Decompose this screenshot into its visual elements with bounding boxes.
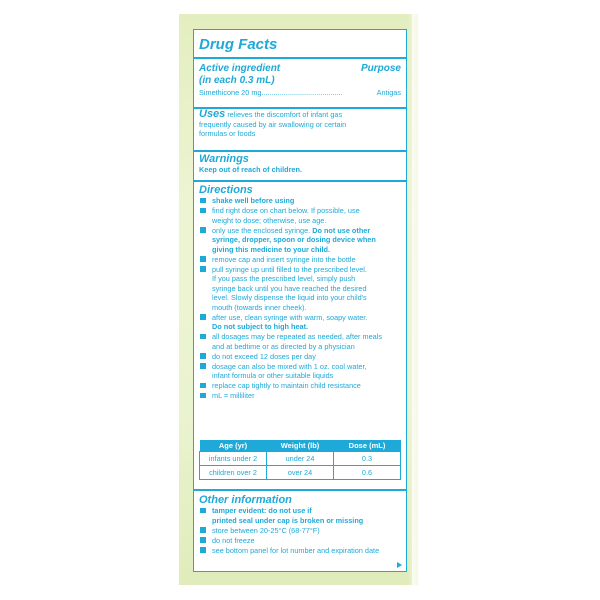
item-line: mouth (towards inner cheek).	[212, 302, 307, 312]
item-bold-line: printed seal under cap is broken or missing	[212, 515, 364, 525]
item-line: level. Slowly dispense the liquid into your child's	[212, 293, 367, 302]
table-cell: children over 2	[200, 466, 267, 480]
bullet-square-icon	[200, 227, 206, 233]
column-header: Weight (lb)	[267, 440, 334, 452]
uses-text-line1: relieves the discomfort of infant gas	[227, 110, 343, 119]
divider	[194, 107, 406, 109]
ingredient-name: Simethicone 20 mg	[199, 88, 262, 97]
page-title: Drug Facts	[199, 36, 278, 53]
directions-section	[194, 184, 406, 401]
item-line: infant formula or other suitable liquids	[212, 371, 334, 380]
bullet-square-icon	[200, 353, 206, 359]
list-item	[199, 546, 401, 556]
item-line: after use, clean syringe with warm, soapy water.	[212, 312, 368, 322]
directions-list	[199, 196, 401, 401]
drug-facts-panel	[193, 29, 407, 572]
table-cell: 0.6	[334, 466, 401, 480]
item-bold-line: Do not subject to high heat.	[212, 322, 309, 331]
continue-arrow-icon	[397, 562, 402, 568]
warnings-heading: Warnings	[199, 153, 249, 165]
item-line: see bottom panel for lot number and expiration date	[212, 545, 380, 555]
other-information-heading: Other information	[199, 494, 292, 506]
bullet-square-icon	[200, 383, 206, 389]
bullet-square-icon	[200, 334, 206, 340]
item-line: all dosages may be repeated as needed, after meals	[212, 332, 382, 341]
table-cell: 0.3	[334, 452, 401, 466]
other-information-list	[199, 506, 401, 555]
warnings-text: Keep out of reach of children.	[199, 165, 302, 174]
uses-section	[194, 110, 406, 139]
bullet-square-icon	[200, 393, 206, 399]
item-line: syringe back until you have reached the desired	[212, 283, 367, 293]
bullet-square-icon	[200, 314, 206, 320]
list-item	[199, 313, 401, 332]
table-header-row	[200, 440, 401, 452]
bullet-square-icon	[200, 537, 206, 543]
uses-text-line2: frequently caused by air swallowing or certain	[199, 119, 347, 129]
list-item	[199, 506, 401, 525]
item-line: mL = milliliter	[212, 391, 255, 400]
active-ingredient-section	[194, 63, 406, 98]
item-line: find right dose on chart below. If possible, use	[212, 206, 360, 215]
list-item	[199, 196, 401, 206]
bullet-square-icon	[200, 266, 206, 272]
list-item	[199, 536, 401, 546]
item-bold-line: giving this medicine to your child.	[212, 244, 330, 254]
directions-heading: Directions	[199, 184, 253, 196]
bullet-square-icon	[200, 256, 206, 262]
leader-dots: ........................................	[261, 88, 343, 97]
uses-heading: Uses	[199, 108, 226, 120]
column-header: Age (yr)	[200, 440, 267, 452]
drug-facts-title-section	[194, 36, 406, 53]
item-bold-text: Do not use other	[312, 225, 371, 235]
item-line: do not freeze	[212, 535, 255, 545]
divider	[194, 489, 406, 491]
bullet-square-icon	[200, 198, 206, 204]
table-row	[200, 466, 401, 480]
bullet-square-icon	[200, 547, 206, 553]
list-item	[199, 206, 401, 225]
item-line: only use the enclosed syringe.	[212, 225, 311, 235]
item-line: store between 20-25°C (68-77°F)	[212, 525, 320, 535]
list-item	[199, 391, 401, 401]
list-item	[199, 255, 401, 265]
table-cell: under 24	[267, 452, 334, 466]
list-item	[199, 352, 401, 362]
other-information-section	[194, 494, 406, 556]
item-line: remove cap and insert syringe into the bottle	[212, 254, 356, 264]
list-item	[199, 226, 401, 255]
column-header: Dose (mL)	[334, 440, 401, 452]
ingredient-row	[199, 88, 401, 98]
table-cell: infants under 2	[200, 452, 267, 466]
list-item	[199, 362, 401, 381]
warnings-section	[194, 153, 406, 175]
divider	[194, 150, 406, 152]
table-cell: over 24	[267, 466, 334, 480]
table-row	[200, 452, 401, 466]
item-line: dosage can also be mixed with 1 oz. cool water,	[212, 361, 367, 371]
list-item	[199, 381, 401, 391]
bullet-square-icon	[200, 508, 206, 514]
dose-table	[199, 440, 401, 480]
bullet-square-icon	[200, 527, 206, 533]
item-line: and at bedtime or as directed by a physician	[212, 341, 355, 351]
item-bold-line: tamper evident: do not use if	[212, 506, 312, 515]
item-line: weight to dose; otherwise, use age.	[212, 215, 327, 225]
divider	[194, 57, 406, 59]
bullet-square-icon	[200, 363, 206, 369]
active-ingredient-subheading: (in each 0.3 mL)	[199, 75, 275, 86]
item-line: shake well before using	[212, 196, 295, 205]
item-line: pull syringe up until filled to the prescribed level.	[212, 264, 367, 274]
item-line: replace cap tightly to maintain child resistance	[212, 381, 361, 390]
uses-text-line3: formulas or foods	[199, 129, 256, 139]
divider	[194, 180, 406, 182]
active-ingredient-heading: Active ingredient	[199, 63, 281, 74]
list-item	[199, 265, 401, 313]
item-bold-line: syringe, dropper, spoon or dosing device when	[212, 235, 376, 244]
list-item	[199, 526, 401, 536]
ingredient-purpose: Antigas	[376, 88, 401, 97]
purpose-heading: Purpose	[360, 63, 401, 74]
item-line: If you pass the prescribed level, simply push	[212, 274, 356, 283]
list-item	[199, 332, 401, 351]
bullet-square-icon	[200, 208, 206, 214]
item-line: do not exceed 12 doses per day	[212, 351, 316, 361]
